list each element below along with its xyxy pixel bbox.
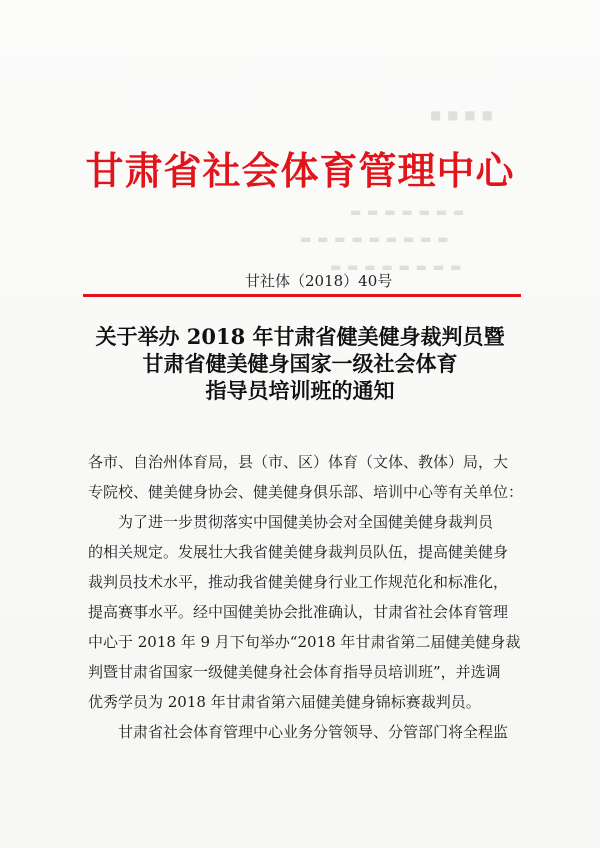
body-line: 裁判员技术水平，推动我省健美健身行业工作规范化和标准化， [88,573,509,591]
bleed-through-text: ▬ ▬ ▬ ▬ ▬ ▬ ▬ ▬ [330,260,463,274]
bleed-through-text: ▬ ▬ ▬ ▬ ▬ ▬ ▬ [350,205,466,219]
body-line: 为了进一步贯彻落实中国健美协会对全国健美健身裁判员 [118,513,494,531]
body-line: 提高赛事水平。经中国健美协会批准确认，甘肃省社会体育管理 [88,603,509,621]
letterhead-red-divider [83,294,521,297]
document-number: 甘社体（2018）40号 [245,272,393,290]
bleed-through-text: ▬ ▬ ▬ ▬ ▬ ▬ ▬ ▬ ▬ [300,232,450,246]
body-line: 判暨甘肃省国家一级健美健身社会体育指导员培训班”，并选调 [88,663,501,681]
body-line: 专院校、健美健身协会、健美健身俱乐部、培训中心等有关单位： [88,483,524,501]
body-line: 的相关规定。发展壮大我省健美健身裁判员队伍，提高健美健身 [88,543,509,561]
letterhead-org-name: 甘肃省社会体育管理中心 [85,149,515,193]
document-title [0,323,600,404]
title-line: 关于举办 2018 年甘肃省健美健身裁判员暨 [95,324,505,349]
document-body [88,447,536,747]
body-line: 各市、自治州体育局，县（市、区）体育（文体、教体）局，大 [88,453,509,471]
body-line: 甘肃省社会体育管理中心业务分管领导、分管部门将全程监 [118,723,509,741]
title-line: 指导员培训班的通知 [205,378,395,403]
title-line: 甘肃省健美健身国家一级社会体育 [142,351,458,376]
bleed-through-text: ■ ■ ■ ■ [430,108,494,122]
body-line: 中心于 2018 年 9 月下旬举办“2018 年甘肃省第二届健美健身裁 [88,633,521,651]
body-line: 优秀学员为 2018 年甘肃省第六届健美健身锦标赛裁判员。 [88,693,481,711]
